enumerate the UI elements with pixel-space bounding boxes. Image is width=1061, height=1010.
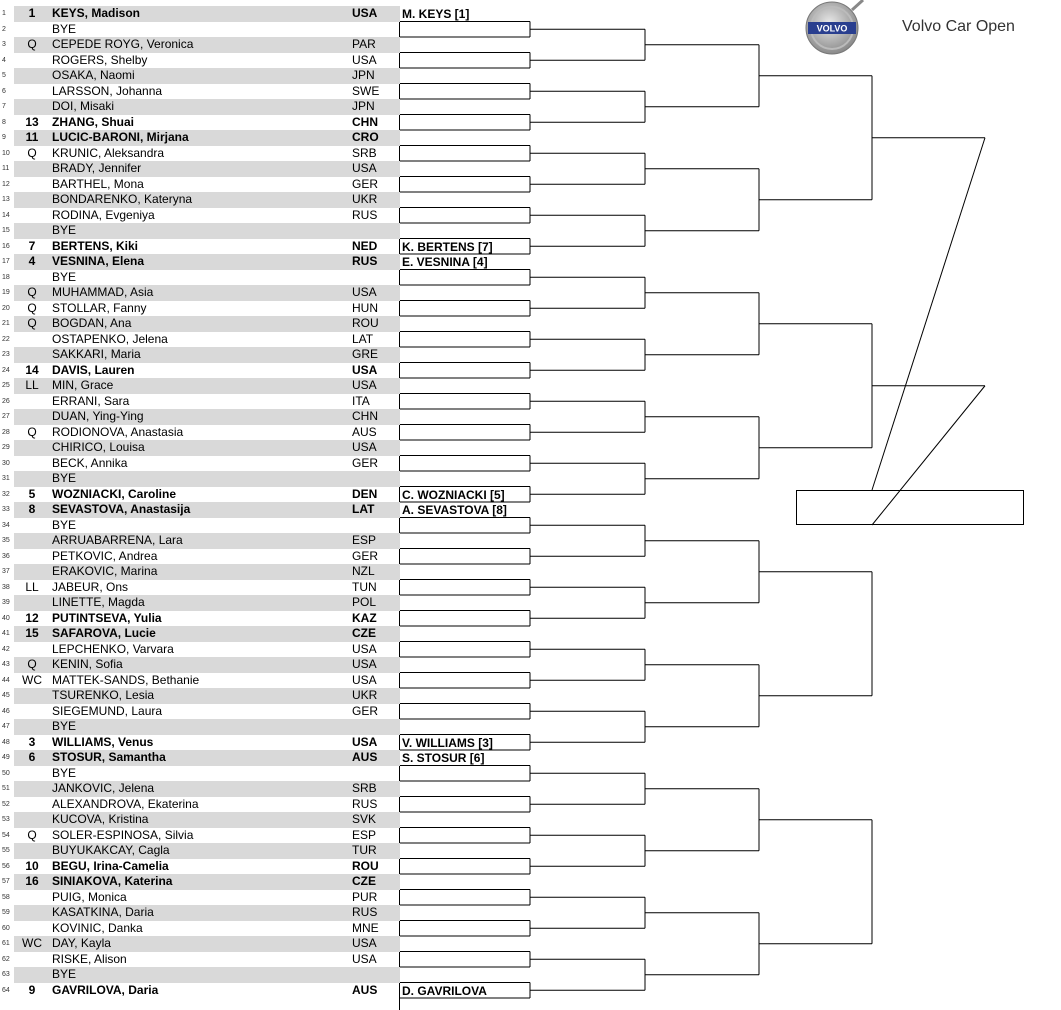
advancer-label: K. BERTENS [7] — [402, 239, 493, 254]
draw-row — [2, 6, 400, 22]
draw-position: 28 — [2, 428, 10, 436]
draw-row — [2, 176, 400, 193]
draw-position: 53 — [2, 816, 10, 823]
draw-row — [2, 626, 400, 642]
seed-or-entry: Q — [27, 145, 37, 160]
player-name: MIN, Grace — [52, 378, 114, 392]
player-name: ROGERS, Shelby — [52, 52, 148, 67]
draw-position: 12 — [2, 180, 10, 188]
player-name: KEYS, Madison — [52, 6, 141, 20]
draw-row — [2, 378, 400, 394]
draw-position: 36 — [2, 552, 10, 560]
advancer-label: E. VESNINA [4] — [402, 255, 488, 269]
logo-text: VOLVO — [816, 23, 848, 34]
draw-row — [2, 471, 400, 487]
draw-position: 48 — [2, 738, 10, 746]
draw-row — [2, 455, 400, 472]
player-country: AUS — [352, 982, 378, 997]
seed-or-entry: Q — [27, 300, 37, 315]
player-country: NZL — [352, 564, 375, 578]
draw-position: 18 — [2, 273, 10, 281]
player-country: RUS — [352, 207, 378, 222]
player-country: RUS — [352, 254, 378, 268]
player-country: TUR — [352, 843, 377, 857]
draw-row — [2, 982, 400, 999]
player-country: ITA — [352, 393, 370, 408]
player-name: ARRUABARRENA, Lara — [52, 533, 183, 547]
draw-row — [2, 905, 400, 921]
draw-position: 30 — [2, 459, 10, 467]
player-name: DUAN, Ying-Ying — [52, 409, 144, 423]
player-name: KRUNIC, Aleksandra — [52, 145, 165, 160]
draw-row — [2, 951, 400, 968]
advancer-label: S. STOSUR [6] — [402, 751, 485, 765]
draw-row — [2, 936, 400, 952]
player-name: MATTEK-SANDS, Bethanie — [52, 672, 200, 687]
player-country: LAT — [352, 331, 374, 346]
advancer-label: C. WOZNIACKI [5] — [402, 487, 505, 502]
draw-position: 7 — [2, 103, 6, 110]
draw-position: 43 — [2, 661, 10, 668]
draw-row — [2, 796, 400, 813]
player-name: MUHAMMAD, Asia — [52, 285, 154, 299]
draw-position: 34 — [2, 521, 10, 529]
player-name: SEVASTOVA, Anastasija — [52, 502, 191, 516]
draw-position: 58 — [2, 893, 10, 901]
player-name: ALEXANDROVA, Ekaterina — [52, 796, 199, 811]
player-name: BERTENS, Kiki — [52, 238, 139, 253]
draw-position: 59 — [2, 909, 10, 916]
draw-position: 23 — [2, 351, 10, 358]
draw-position: 29 — [2, 444, 10, 451]
draw-row — [2, 269, 400, 286]
draw-position: 46 — [2, 707, 10, 715]
player-name: SAFAROVA, Lucie — [52, 626, 156, 640]
draw-row — [2, 424, 400, 441]
player-country: GER — [352, 703, 379, 718]
advancer-label: A. SEVASTOVA [8] — [402, 503, 507, 517]
player-name: BEGU, Irina-Camelia — [52, 858, 169, 873]
player-country: ESP — [352, 533, 377, 547]
draw-position: 4 — [2, 56, 6, 64]
seed-or-entry: Q — [27, 657, 37, 671]
draw-position: 17 — [2, 258, 10, 265]
player-country: AUS — [352, 424, 377, 439]
player-name: STOLLAR, Fanny — [52, 300, 147, 315]
player-country: PAR — [352, 37, 376, 51]
player-name: LARSSON, Johanna — [52, 83, 163, 98]
draw-position: 37 — [2, 568, 10, 575]
draw-row — [2, 672, 400, 689]
player-name: TSURENKO, Lesia — [52, 688, 155, 702]
player-country: USA — [352, 641, 377, 656]
player-country: PUR — [352, 889, 378, 904]
final-line — [872, 138, 985, 490]
seed-or-entry: Q — [27, 424, 37, 439]
player-name: SIEGEMUND, Laura — [52, 703, 163, 718]
player-name: CHIRICO, Louisa — [52, 440, 145, 454]
player-name: BYE — [52, 269, 77, 284]
draw-row — [2, 440, 400, 456]
draw-row — [2, 130, 400, 146]
player-name: BYE — [52, 21, 77, 36]
draw-position: 54 — [2, 831, 10, 839]
player-name: ZHANG, Shuai — [52, 114, 135, 129]
player-name: PUIG, Monica — [52, 889, 127, 904]
player-name: LINETTE, Magda — [52, 595, 145, 609]
draw-row — [2, 765, 400, 782]
draw-position: 16 — [2, 242, 10, 250]
draw-row — [2, 99, 400, 115]
draw-row — [2, 223, 400, 239]
draw-row — [2, 920, 400, 937]
draw-row — [2, 21, 400, 38]
player-country: GER — [352, 176, 379, 191]
player-country: USA — [352, 285, 377, 299]
player-country: UKR — [352, 192, 378, 206]
player-country: USA — [352, 161, 377, 175]
draw-row — [2, 750, 400, 766]
player-country: JPN — [352, 68, 375, 82]
player-country: USA — [352, 378, 377, 392]
draw-position: 1 — [2, 10, 6, 17]
player-country: TUN — [352, 579, 377, 594]
draw-row — [2, 858, 400, 875]
tournament-name: Volvo Car Open — [902, 18, 1015, 35]
seed-or-entry: Q — [27, 37, 37, 51]
player-country: CZE — [352, 874, 376, 888]
draw-row — [2, 517, 400, 534]
player-name: DAY, Kayla — [52, 936, 111, 950]
draw-row — [2, 52, 400, 69]
draw-position: 47 — [2, 723, 10, 730]
draw-position: 64 — [2, 986, 10, 994]
seed-or-entry: 4 — [28, 254, 36, 268]
draw-position: 33 — [2, 506, 10, 513]
player-country: USA — [352, 734, 378, 749]
player-name: SINIAKOVA, Katerina — [52, 874, 173, 888]
seed-or-entry: 6 — [28, 750, 36, 764]
draw-row — [2, 734, 400, 751]
draw-row — [2, 409, 400, 425]
player-name: CEPEDE ROYG, Veronica — [52, 37, 194, 51]
seed-or-entry: 9 — [28, 982, 36, 997]
player-name: BYE — [52, 967, 77, 981]
seed-or-entry: 5 — [28, 486, 36, 501]
draw-row — [2, 827, 400, 844]
seed-or-entry: WC — [22, 936, 42, 950]
player-country: JPN — [352, 99, 375, 113]
draw-position: 9 — [2, 134, 6, 141]
player-country: SVK — [352, 812, 377, 826]
champion-box — [796, 490, 1024, 525]
player-country: CHN — [352, 409, 378, 423]
player-country: ROU — [352, 858, 379, 873]
draw-row — [2, 37, 400, 53]
draw-row — [2, 393, 400, 410]
player-country: UKR — [352, 688, 378, 702]
draw-position: 62 — [2, 955, 10, 963]
draw-row — [2, 238, 400, 255]
draw-position: 5 — [2, 72, 6, 79]
player-name: JABEUR, Ons — [52, 579, 129, 594]
player-country: POL — [352, 595, 377, 609]
player-name: OSTAPENKO, Jelena — [52, 331, 168, 346]
player-name: STOSUR, Samantha — [52, 750, 166, 764]
draw-position: 35 — [2, 537, 10, 544]
draw-row — [2, 641, 400, 658]
player-country: SWE — [352, 83, 380, 98]
player-country: GER — [352, 455, 379, 470]
draw-position: 22 — [2, 335, 10, 343]
draw-position: 56 — [2, 862, 10, 870]
draw-row — [2, 192, 400, 208]
player-country: USA — [352, 6, 378, 20]
draw-position: 51 — [2, 785, 10, 792]
draw-position: 24 — [2, 366, 10, 374]
seed-or-entry: 7 — [28, 238, 36, 253]
player-country: SRB — [352, 781, 377, 795]
draw-row — [2, 316, 400, 332]
seed-or-entry: 3 — [28, 734, 36, 749]
draw-row — [2, 161, 400, 177]
draw-position: 19 — [2, 289, 10, 296]
draw-position: 41 — [2, 630, 10, 637]
draw-position: 45 — [2, 692, 10, 699]
player-country: CRO — [352, 130, 379, 144]
draw-position: 27 — [2, 413, 10, 420]
player-name: BARTHEL, Mona — [52, 176, 144, 191]
player-country: KAZ — [352, 610, 377, 625]
seed-or-entry: 16 — [25, 874, 39, 888]
player-country: RUS — [352, 905, 378, 919]
player-country: USA — [352, 672, 377, 687]
draw-position: 14 — [2, 211, 10, 219]
player-name: SAKKARI, Maria — [52, 347, 141, 361]
advancer-label: D. GAVRILOVA — [402, 983, 487, 998]
player-country: USA — [352, 440, 377, 454]
draw-position: 6 — [2, 87, 6, 95]
player-country: MNE — [352, 920, 379, 935]
player-country: NED — [352, 238, 378, 253]
draw-position: 57 — [2, 878, 10, 885]
player-country: DEN — [352, 486, 378, 501]
player-name: LEPCHENKO, Varvara — [52, 641, 174, 656]
draw-row — [2, 874, 400, 890]
player-name: KENIN, Sofia — [52, 657, 123, 671]
player-country: HUN — [352, 300, 378, 315]
draw-position: 11 — [2, 165, 10, 172]
player-country: USA — [352, 362, 378, 377]
player-name: LUCIC-BARONI, Mirjana — [52, 130, 189, 144]
draw-position: 20 — [2, 304, 10, 312]
player-country: SRB — [352, 145, 377, 160]
player-name: OSAKA, Naomi — [52, 68, 135, 82]
draw-row — [2, 362, 400, 379]
player-country: USA — [352, 657, 377, 671]
draw-row — [2, 83, 400, 100]
draw-position: 25 — [2, 382, 10, 389]
player-name: BECK, Annika — [52, 455, 128, 470]
draw-position: 49 — [2, 754, 10, 761]
player-name: WILLIAMS, Venus — [52, 734, 154, 749]
draw-row — [2, 703, 400, 720]
seed-or-entry: LL — [25, 579, 39, 594]
draw-row — [2, 889, 400, 906]
player-name: DOI, Misaki — [52, 99, 115, 113]
seed-or-entry: WC — [22, 672, 42, 687]
player-country: ROU — [352, 316, 379, 330]
player-name: WOZNIACKI, Caroline — [52, 486, 177, 501]
player-name: BYE — [52, 471, 77, 485]
seed-or-entry: 1 — [28, 6, 36, 20]
draw-row — [2, 502, 400, 518]
seed-or-entry: 8 — [28, 502, 36, 516]
draw-row — [2, 68, 400, 84]
draw-position: 55 — [2, 847, 10, 854]
draw-position: 31 — [2, 475, 10, 482]
draw-position: 40 — [2, 614, 10, 622]
player-country: USA — [352, 951, 377, 966]
draw-row — [2, 254, 400, 270]
draw-row — [2, 533, 400, 549]
player-name: BYE — [52, 223, 77, 237]
player-name: GAVRILOVA, Daria — [52, 982, 159, 997]
draw-row — [2, 486, 400, 503]
draw-position: 21 — [2, 320, 10, 327]
draw-position: 2 — [2, 25, 6, 33]
player-name: ERRANI, Sara — [52, 393, 130, 408]
player-country: GRE — [352, 347, 379, 361]
draw-position: 26 — [2, 397, 10, 405]
draw-row — [2, 548, 400, 565]
draw-position: 39 — [2, 599, 10, 606]
player-name: ERAKOVIC, Marina — [52, 564, 158, 578]
draw-position: 44 — [2, 676, 10, 684]
draw-position: 60 — [2, 924, 10, 932]
draw-position: 63 — [2, 971, 10, 978]
draw-position: 3 — [2, 41, 6, 48]
player-country: AUS — [352, 750, 378, 764]
player-name: RODINA, Evgeniya — [52, 207, 155, 222]
draw-row — [2, 300, 400, 317]
player-name: RODIONOVA, Anastasia — [52, 424, 184, 439]
draw-position: 50 — [2, 769, 10, 777]
advancer-label: M. KEYS [1] — [402, 7, 470, 21]
draw-row — [2, 331, 400, 348]
player-name: PETKOVIC, Andrea — [52, 548, 158, 563]
player-country: CHN — [352, 114, 378, 129]
player-name: BONDARENKO, Kateryna — [52, 192, 193, 206]
draw-position: 42 — [2, 645, 10, 653]
player-name: RISKE, Alison — [52, 951, 127, 966]
player-name: BOGDAN, Ana — [52, 316, 132, 330]
draw-row — [2, 843, 400, 859]
seed-or-entry: 13 — [25, 114, 39, 129]
player-name: BRADY, Jennifer — [52, 161, 142, 175]
player-name: VESNINA, Elena — [52, 254, 145, 268]
draw-position: 13 — [2, 196, 10, 203]
player-name: JANKOVIC, Jelena — [52, 781, 155, 795]
seed-or-entry: Q — [27, 285, 37, 299]
player-country: ESP — [352, 827, 377, 842]
advancer-label: V. WILLIAMS [3] — [402, 735, 493, 750]
player-name: BYE — [52, 517, 77, 532]
seed-or-entry: Q — [27, 316, 37, 330]
draw-row — [2, 781, 400, 797]
player-name: BUYUKAKCAY, Cagla — [52, 843, 170, 857]
draw-row — [2, 657, 400, 673]
draw-row — [2, 812, 400, 828]
player-name: KUCOVA, Kristina — [52, 812, 149, 826]
player-name: KOVINIC, Danka — [52, 920, 143, 935]
player-name: PUTINTSEVA, Yulia — [52, 610, 162, 625]
player-country: USA — [352, 52, 377, 67]
player-country: CZE — [352, 626, 376, 640]
draw-row — [2, 145, 400, 162]
seed-or-entry: 10 — [25, 858, 39, 873]
draw-position: 10 — [2, 149, 10, 157]
draw-row — [2, 114, 400, 131]
draw-row — [2, 564, 400, 580]
player-name: BYE — [52, 719, 77, 733]
draw-row — [2, 579, 400, 596]
draw-position: 32 — [2, 490, 10, 498]
seed-or-entry: 11 — [25, 130, 39, 144]
draw-position: 8 — [2, 118, 6, 126]
player-country: USA — [352, 936, 377, 950]
player-country: RUS — [352, 796, 378, 811]
draw-position: 61 — [2, 940, 10, 947]
draw-row — [2, 719, 400, 735]
draw-row — [2, 595, 400, 611]
draw-position: 38 — [2, 583, 10, 591]
player-name: KASATKINA, Daria — [52, 905, 154, 919]
seed-or-entry: LL — [25, 378, 39, 392]
seed-or-entry: 14 — [25, 362, 39, 377]
draw-position: 52 — [2, 800, 10, 808]
draw-row — [2, 967, 400, 983]
player-name: SOLER-ESPINOSA, Silvia — [52, 827, 194, 842]
draw-row — [2, 610, 400, 627]
player-country: GER — [352, 548, 379, 563]
seed-or-entry: 12 — [25, 610, 39, 625]
player-name: DAVIS, Lauren — [52, 362, 135, 377]
player-country: LAT — [352, 502, 375, 516]
draw-row — [2, 688, 400, 704]
volvo-logo — [796, 0, 870, 60]
seed-or-entry: 15 — [25, 626, 39, 640]
seed-or-entry: Q — [27, 827, 37, 842]
draw-row — [2, 347, 400, 363]
draw-row — [2, 207, 400, 224]
draw-row — [2, 285, 400, 301]
draw-position: 15 — [2, 227, 10, 234]
player-name: BYE — [52, 765, 77, 780]
